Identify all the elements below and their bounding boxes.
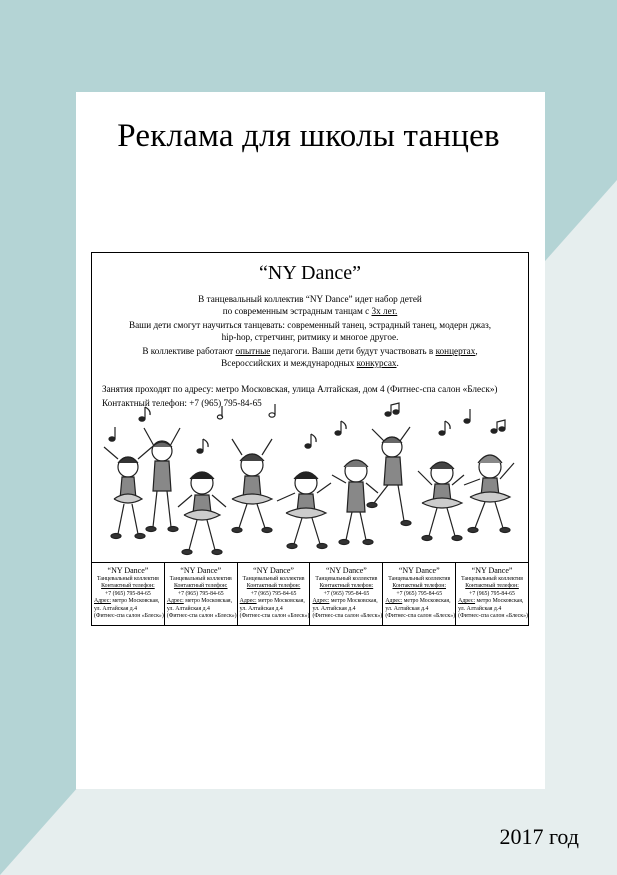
tab-phone: +7 (965) 795-84-65	[250, 590, 297, 597]
tab-subtitle: Танцевальный коллектив	[388, 576, 451, 582]
tab-address-place: (Фитнес-спа салон «Блеск»)	[239, 613, 310, 620]
tear-off-tab	[92, 563, 164, 626]
flyer-word-concerts: концертах	[435, 346, 476, 356]
flyer-line-styles: Ваши дети смогут научиться танцевать: современный танец, эстрадный танец, модерн джаз,	[128, 320, 492, 330]
dance-flyer	[91, 252, 529, 626]
tab-name: “NY Dance”	[326, 566, 367, 575]
tab-name: “NY Dance”	[253, 566, 294, 575]
tear-off-tab	[237, 563, 310, 626]
tear-off-tab	[164, 563, 237, 626]
tab-name: “NY Dance”	[471, 566, 513, 575]
tab-address-street: ул. Алтайская д.4	[312, 605, 356, 612]
music-note-icon	[109, 427, 115, 441]
music-note-icon	[305, 434, 316, 448]
flyer-word-contests: конкурсах	[356, 357, 397, 368]
tab-name: “NY Dance”	[180, 566, 222, 575]
flyer-line-contests-a: Всероссийских и международных	[221, 357, 357, 368]
dancing-kid-figure	[232, 439, 272, 533]
tab-phone-label: Контактный телефон:	[173, 583, 228, 590]
dancing-kid-figure	[144, 428, 180, 532]
tab-address-street: ул. Алтайская д.4	[458, 605, 502, 612]
tear-off-tab	[309, 563, 382, 626]
tear-off-tabs	[92, 562, 528, 626]
flyer-line-teachers-c: педагоги. Ваши дети будут участвовать в	[270, 346, 436, 356]
flyer-word-experienced: опытные	[235, 346, 271, 356]
tab-address-place: (Фитнес-спа салон «Блеск»)	[94, 613, 164, 620]
tab-address: Адрес: метро Московская,	[312, 598, 378, 605]
flyer-line-contests-c: .	[396, 357, 399, 368]
music-note-icon	[385, 403, 399, 416]
tab-phone-label: Контактный телефон:	[392, 583, 447, 590]
cover-year: 2017 год	[499, 824, 579, 849]
tab-subtitle: Танцевальный коллектив	[315, 576, 378, 582]
tab-subtitle: Танцевальный коллектив	[242, 576, 305, 582]
tab-phone: +7 (965) 795-84-65	[323, 590, 370, 597]
tab-subtitle: Танцевальный коллектив	[96, 576, 159, 582]
tear-off-tab	[382, 563, 455, 626]
flyer-line-styles-cont: hip-hop, стретчинг, ритмику и многое другое.	[221, 331, 399, 342]
flyer-title: “NY Dance”	[259, 262, 361, 284]
flyer-line-age-prefix: по современным эстрадным танцам с	[222, 305, 372, 316]
tab-address: Адрес: метро Московская,	[385, 598, 451, 605]
tab-address-place: (Фитнес-спа салон «Блеск»)	[166, 613, 237, 620]
music-note-icon	[491, 420, 505, 433]
music-note-icon	[439, 421, 450, 435]
dancing-kids-illustration	[92, 401, 528, 561]
tab-phone: +7 (965) 795-84-65	[105, 590, 151, 597]
tab-phone-label: Контактный телефон:	[465, 583, 519, 590]
dancing-kid-figure	[464, 455, 514, 533]
dancing-kid-figure	[104, 447, 152, 539]
tab-address-street: ул. Алтайская д.4	[385, 605, 429, 612]
dancing-kid-figure	[418, 462, 464, 541]
dancing-kid-figure	[277, 472, 331, 549]
tab-address-street: ул. Алтайская д.4	[166, 605, 210, 612]
tab-phone: +7 (965) 795-84-65	[177, 590, 224, 597]
tab-subtitle: Танцевальный коллектив	[461, 576, 524, 582]
tab-subtitle: Танцевальный коллектив	[169, 576, 232, 582]
tab-address-place: (Фитнес-спа салон «Блеск»)	[312, 613, 383, 620]
music-note-icon	[269, 404, 275, 417]
tab-name: “NY Dance”	[107, 566, 149, 575]
tab-phone: +7 (965) 795-84-65	[469, 590, 515, 597]
flyer-description	[92, 294, 528, 372]
flyer-phone: Контактный телефон: +7 (965) 795-84-65	[102, 398, 262, 408]
music-note-icon	[335, 421, 346, 435]
tear-off-tab	[455, 563, 528, 626]
tab-address-place: (Фитнес-спа салон «Блеск»)	[458, 613, 528, 620]
tab-address: Адрес: метро Московская,	[94, 598, 160, 605]
flyer-age-link: 3х лет.	[371, 305, 398, 316]
tab-address-street: ул. Алтайская д.4	[239, 605, 283, 612]
tab-name: “NY Dance”	[398, 566, 440, 575]
tab-address: Адрес: метро Московская,	[458, 598, 524, 605]
tab-phone: +7 (965) 795-84-65	[396, 590, 443, 597]
tab-address: Адрес: метро Московская,	[166, 598, 233, 605]
tab-phone-label: Контактный телефон:	[246, 583, 301, 590]
flyer-line-recruit: В танцевальный коллектив “NY Dance” идет набор детей	[198, 294, 422, 304]
dancing-kid-figure	[367, 427, 411, 526]
tab-address-street: ул. Алтайская д.4	[94, 605, 138, 612]
dancing-kid-figure	[178, 472, 226, 555]
music-note-icon	[217, 406, 222, 419]
flyer-line-teachers-e: ,	[475, 346, 478, 356]
tab-phone-label: Контактный телефон:	[101, 583, 155, 590]
cover-title: Реклама для школы танцев	[117, 118, 500, 154]
tab-address: Адрес: метро Московская,	[239, 598, 305, 605]
flyer-address: Занятия проходят по адресу: метро Московская, улица Алтайская, дом 4 (Фитнес-спа салон «Блеск»)	[102, 384, 498, 394]
flyer-line-teachers-a: В коллективе работают	[142, 346, 236, 356]
music-note-icon	[197, 439, 208, 453]
tab-address-place: (Фитнес-спа салон «Блеск»)	[385, 613, 456, 620]
music-note-icon	[139, 407, 150, 421]
music-note-icon	[464, 409, 470, 423]
tab-phone-label: Контактный телефон:	[319, 583, 374, 590]
